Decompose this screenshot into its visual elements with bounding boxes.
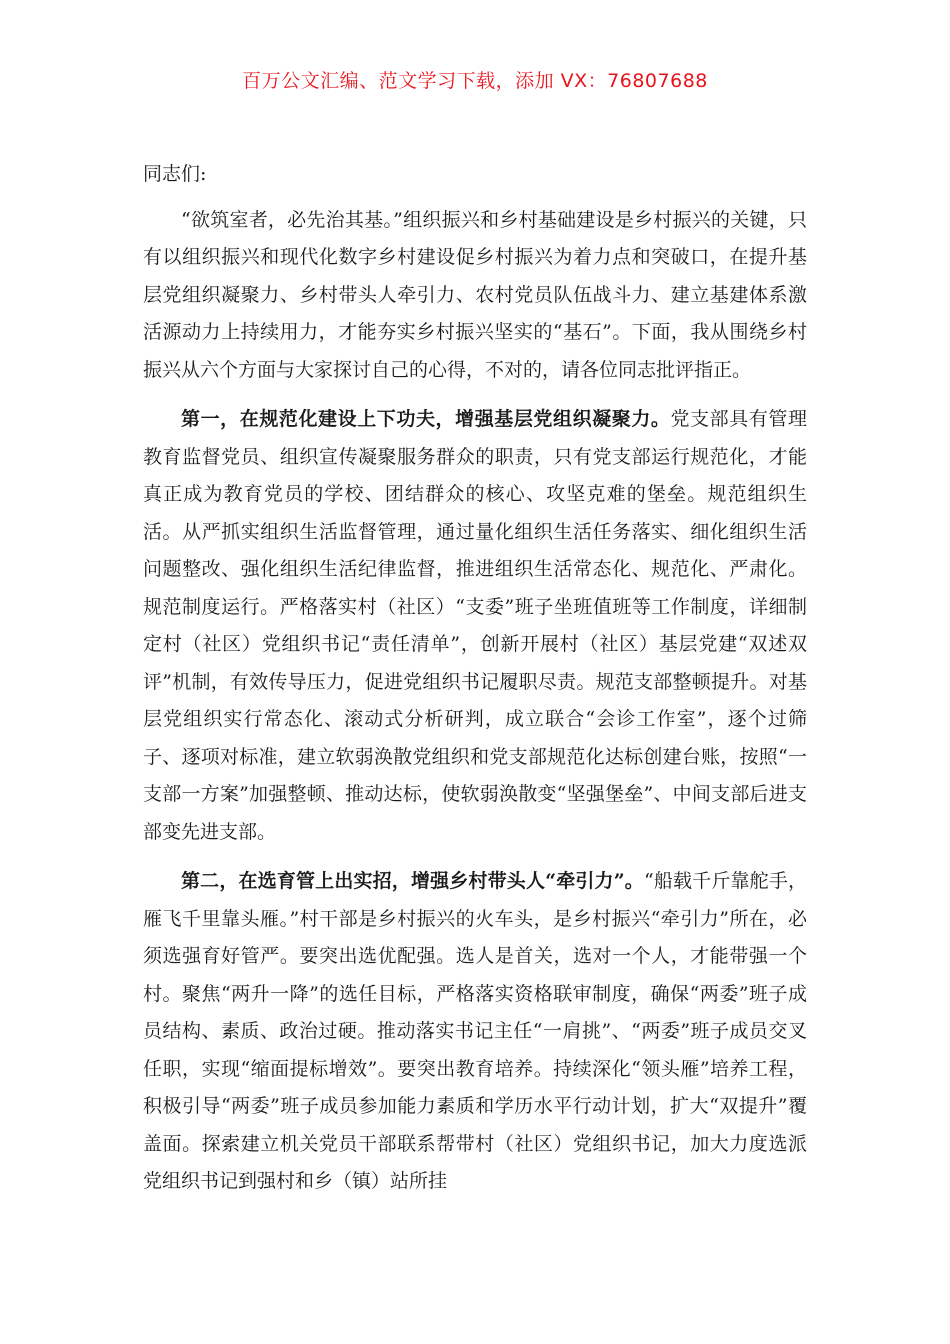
document-body [143, 156, 807, 1213]
paragraph-text: 党支部具有管理教育监督党员、组织宣传凝聚服务群众的职责，只有党支部运行规范化，才能真正成为教育党员的学校、团结群众的核心、攻坚克难的堡垒。规范组织生活。从严抓实组织生活监督管理，通过量化组织生活任务落实、细化组织生活问题整改、强化组织生活纪律监督，推进组织生活常态化、规范化、严肃化。规范制度运行。严格落实村（社区）“支委”班子坐班值班等工作制度，详细制定村（社区）党组织书记“责任清单”，创新开展村（社区）基层党建“双述双评”机制，有效传导压力，促进党组织书记履职尽责。规范支部整顿提升。对基层党组织实行常态化、滚动式分析研判，成立联合“会诊工作室”，逐个过筛子、逐项对标准，建立软弱涣散党组织和党支部规范化达标创建台账，按照“一支部一方案”加强整顿、推动达标，使软弱涣散变“坚强堡垒”、中间支部后进支部变先进支部。 [143, 408, 807, 843]
paragraph-lead: 第一，在规范化建设上下功夫，增强基层党组织凝聚力。 [181, 408, 671, 430]
paragraph-first [143, 401, 807, 851]
paragraph-intro [143, 202, 807, 390]
salutation: 同志们: [143, 163, 207, 185]
paragraph-text: “欲筑室者，必先治其基。”组织振兴和乡村基础建设是乡村振兴的关键，只有以组织振兴和现代化数字乡村建设促乡村振兴为着力点和突破口，在提升基层党组织凝聚力、乡村带头人牵引力、农村党员队伍战斗力、建立基建体系激活源动力上持续用力，才能夯实乡村振兴坚实的“基石”。下面，我从围绕乡村振兴从六个方面与大家探讨自己的心得，不对的，请各位同志批评指正。 [143, 208, 807, 381]
paragraph-lead: 第二，在选育管上出实招，增强乡村带头人“牵引力”。 [181, 870, 644, 892]
paragraph-second [143, 863, 807, 1201]
header-banner: 百万公文汇编、范文学习下载，添加 VX：76807688 [242, 70, 708, 92]
paragraph-text: “船载千斤靠舵手，雁飞千里靠头雁。”村干部是乡村振兴的火车头，是乡村振兴“牵引力”所在，必须选强育好管严。要突出选优配强。选人是首关，选对一个人，才能带强一个村。聚焦“两升一降”的选任目标，严格落实资格联审制度，确保“两委”班子成员结构、素质、政治过硬。推动落实书记主任“一肩挑”、“两委”班子成员交叉任职，实现“缩面提标增效”。要突出教育培养。持续深化“领头雁”培养工程，积极引导“两委”班子成员参加能力素质和学历水平行动计划，扩大“双提升”覆盖面。探索建立机关党员干部联系帮带村（社区）党组织书记，加大力度选派党组织书记到强村和乡（镇）站所挂 [143, 870, 807, 1192]
